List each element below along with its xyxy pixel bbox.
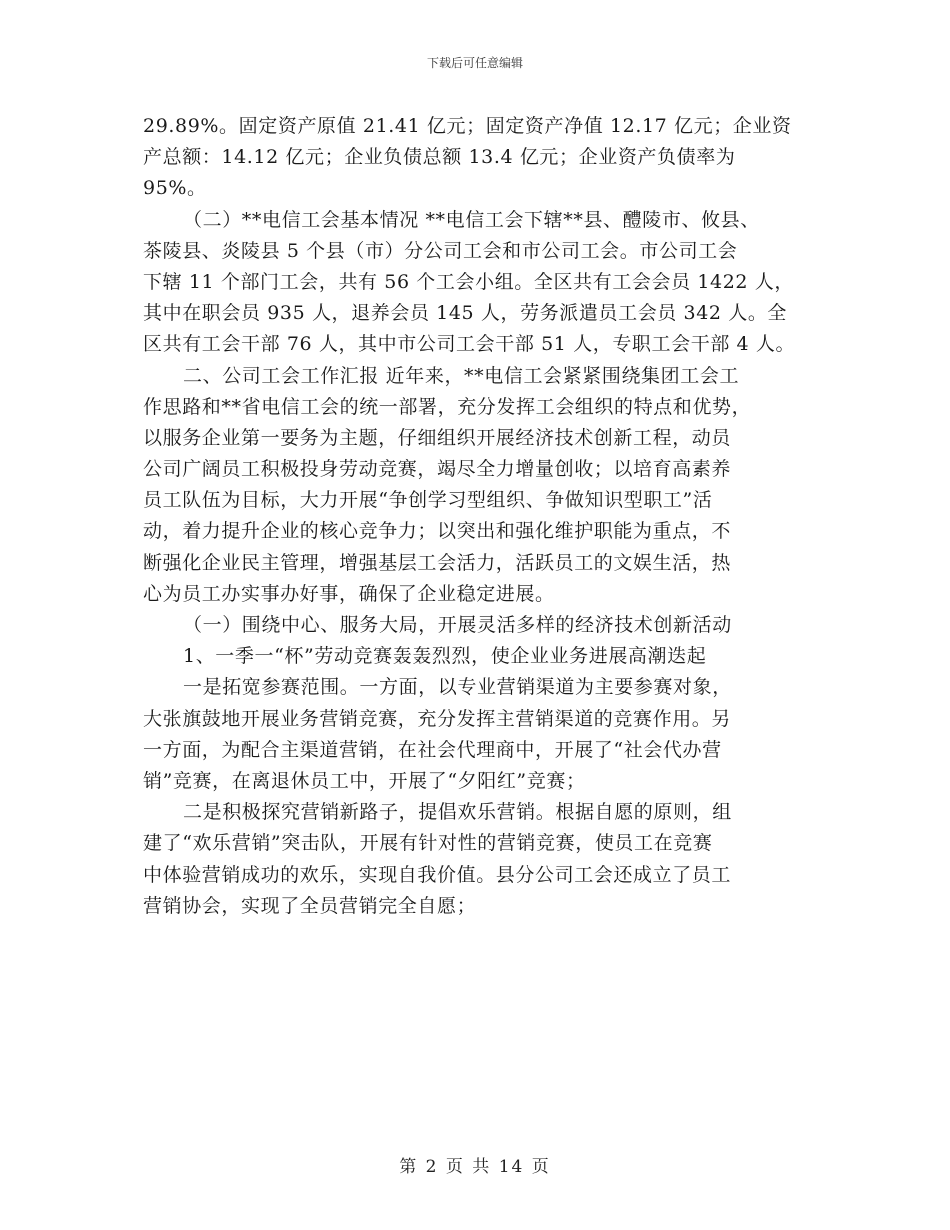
body-line: 95%。 [143,177,207,200]
body-line: 大张旗鼓地开展业务营销竞赛，充分发挥主营销渠道的竞赛作用。另 [143,707,732,730]
body-line: 区共有工会干部 76 人，其中市公司工会干部 51 人，专职工会干部 4 人。 [143,333,796,356]
body-line: 动，着力提升企业的核心竞争力；以突出和强化维护职能为重点，不 [143,520,732,543]
body-line: 中体验营销成功的欢乐，实现自我价值。县分公司工会还成立了员工 [143,863,732,886]
subsection-heading: 1、一季一“杯”劳动竞赛轰轰烈烈，使企业业务进展高潮迭起 [183,645,707,668]
body-line: 员工队伍为目标，大力开展“争创学习型组织、争做知识型职工”活 [143,489,713,512]
page-footer: 第 2 页 共 14 页 [399,1157,551,1177]
body-line: 茶陵县、炎陵县 5 个县（市）分公司工会和市公司工会。市公司工会 [143,239,738,262]
body-line: 公司广阔员工积极投身劳动竞赛，竭尽全力增量创收；以培育高素养 [143,458,732,481]
body-line: 29.89%。固定资产原值 21.41 亿元；固定资产净值 12.17 亿元；企业资 [143,115,792,137]
document-body [143,111,823,922]
body-line: 二、公司工会工作汇报 近年来，**电信工会紧紧围绕集团工会工 [183,364,740,387]
body-line: 一是拓宽参赛范围。一方面，以专业营销渠道为主要参赛对象， [183,676,732,699]
body-line: 销”竞赛，在离退休员工中，开展了“夕阳红”竞赛； [143,769,586,792]
body-line: 一方面，为配合主渠道营销，在社会代理商中，开展了“社会代办营 [143,738,722,761]
body-line: 断强化企业民主管理，增强基层工会活力，活跃员工的文娱生活，热 [143,551,732,574]
section-heading: （一）围绕中心、服务大局，开展灵活多样的经济技术创新活动 [183,614,732,636]
body-line: （二）**电信工会基本情况 **电信工会下辖**县、醴陵市、攸县、 [183,208,760,231]
body-line: 建了“欢乐营销”突击队，开展有针对性的营销竞赛，使员工在竞赛 [143,832,713,855]
body-line: 心为员工办实事办好事，确保了企业稳定进展。 [143,582,555,605]
body-line: 以服务企业第一要务为主题，仔细组织开展经济技术创新工程，动员 [143,426,732,449]
body-line: 下辖 11 个部门工会，共有 56 个工会小组。全区共有工会会员 1422 人， [143,270,794,293]
body-line: 产总额：14.12 亿元；企业负债总额 13.4 亿元；企业资产负债率为 [143,146,736,169]
header-note: 下载后可任意编辑 [426,56,523,70]
body-line: 二是积极探究营销新路子，提倡欢乐营销。根据自愿的原则，组 [183,801,732,824]
body-line: 作思路和**省电信工会的统一部署，充分发挥工会组织的特点和优势， [143,395,752,418]
body-line: 其中在职会员 935 人，退养会员 145 人，劳务派遣员工会员 342 人。全 [143,302,788,325]
body-line: 营销协会，实现了全员营销完全自愿； [143,894,477,917]
